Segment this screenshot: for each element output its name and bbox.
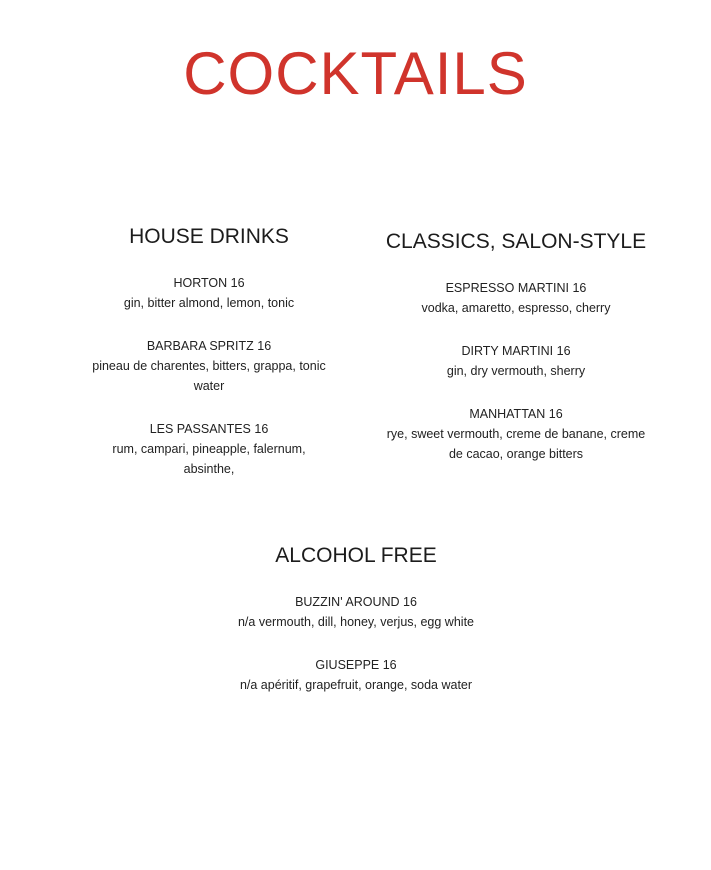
menu-item <box>90 273 328 313</box>
item-description: n/a apéritif, grapefruit, orange, soda water <box>239 678 473 692</box>
menu-item <box>90 336 328 396</box>
item-name: GIUSEPPE 16 <box>315 658 397 672</box>
menu-item <box>206 592 506 632</box>
item-description: vodka, amaretto, espresso, cherry <box>421 301 611 315</box>
section-heading: ALCOHOL FREE <box>275 544 437 567</box>
page-title: COCKTAILS <box>183 40 528 107</box>
item-description: pineau de charentes, bitters, grappa, tonic water <box>92 359 326 393</box>
item-name: ESPRESSO MARTINI 16 <box>445 281 587 295</box>
item-name: BUZZIN' AROUND 16 <box>295 595 417 609</box>
section-classics <box>384 229 648 464</box>
menu-item <box>206 655 506 695</box>
item-name: MANHATTAN 16 <box>469 407 563 421</box>
item-description: gin, dry vermouth, sherry <box>446 364 586 378</box>
item-description: n/a vermouth, dill, honey, verjus, egg white <box>237 615 474 629</box>
item-description: rye, sweet vermouth, creme de banane, creme de cacao, orange bitters <box>386 427 646 461</box>
item-name: BARBARA SPRITZ 16 <box>146 339 272 353</box>
item-name: LES PASSANTES 16 <box>149 422 269 436</box>
item-description: gin, bitter almond, lemon, tonic <box>123 296 295 310</box>
section-heading: HOUSE DRINKS <box>129 225 289 248</box>
section-heading: CLASSICS, SALON-STYLE <box>385 230 647 253</box>
section-house-drinks <box>90 224 328 479</box>
menu-item <box>384 404 648 464</box>
item-name: HORTON 16 <box>173 276 245 290</box>
section-alcohol-free <box>206 543 506 695</box>
menu-item <box>384 341 648 381</box>
menu-item <box>90 419 328 479</box>
item-description: rum, campari, pineapple, falernum, absinthe, <box>112 442 306 476</box>
item-name: DIRTY MARTINI 16 <box>461 344 571 358</box>
menu-item <box>384 278 648 318</box>
